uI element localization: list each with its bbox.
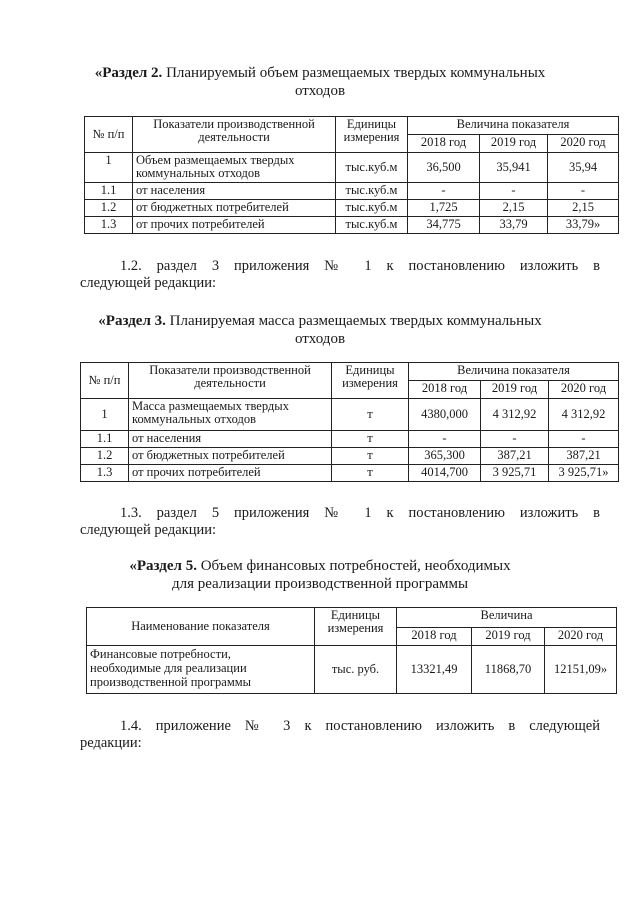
section-2-heading: [0, 64, 640, 100]
header-year-2020: 2020 год: [549, 381, 619, 399]
table-row: 1 Масса размещаемых твердых коммунальных отходов т 4380,000 4 312,92 4 312,92: [81, 399, 619, 431]
table-row: 1.1 от населения тыс.куб.м - - -: [85, 183, 619, 200]
section-5-heading: [0, 557, 640, 593]
header-value: Величина показателя: [408, 117, 619, 135]
header-indicator: Показатели производственной деятельности: [133, 117, 336, 153]
section-5-title: Объем финансовых потребностей, необходимых: [196, 558, 511, 574]
header-year-2019: 2019 год: [472, 628, 545, 646]
table-row: 1.3 от прочих потребителей т 4014,700 3 925,71 3 925,71»: [81, 465, 619, 482]
header-num: № п/п: [85, 117, 133, 153]
table-row: 1.2 от бюджетных потребителей тыс.куб.м 1,725 2,15 2,15: [85, 200, 619, 217]
header-value: Величина показателя: [409, 363, 619, 381]
row-name: Объем размещаемых твердых коммунальных отходов: [133, 153, 336, 183]
header-year-2018: 2018 год: [408, 135, 480, 153]
section-3-title-line2: отходов: [294, 331, 346, 347]
section-5-table: [86, 607, 617, 694]
table-row: 1.1 от населения т - - -: [81, 431, 619, 448]
paragraph-1-2: 1.2. раздел 3 приложения № 1 к постановлению изложить в следующей редакции:: [80, 258, 600, 291]
header-indicator: Показатели производственной деятельности: [129, 363, 332, 399]
row-name: Масса размещаемых твердых коммунальных отходов: [129, 399, 332, 431]
section-2-table: [84, 116, 619, 234]
section-5-label: «Раздел 5.: [129, 558, 197, 574]
section-3-label: «Раздел 3.: [98, 313, 166, 329]
paragraph-1-4: 1.4. приложение № 3 к постановлению изложить в следующей редакции:: [80, 718, 600, 751]
section-2-label: «Раздел 2.: [94, 65, 163, 81]
section-3-table: [80, 362, 619, 482]
section-3-heading: [0, 312, 640, 348]
header-year-2018: 2018 год: [397, 628, 472, 646]
table-row: 1.3 от прочих потребителей тыс.куб.м 34,775 33,79 33,79»: [85, 217, 619, 234]
header-unit: Единицы измерения: [332, 363, 409, 399]
section-2-title-line2: отходов: [294, 83, 346, 99]
header-year-2018: 2018 год: [409, 381, 481, 399]
header-unit: Единицы измерения: [315, 608, 397, 646]
row-name: Финансовые потребности, необходимые для реализации производственной программы: [87, 646, 315, 694]
header-name: Наименование показателя: [87, 608, 315, 646]
table-row: 1.2 от бюджетных потребителей т 365,300 387,21 387,21: [81, 448, 619, 465]
table-row: Финансовые потребности, необходимые для реализации производственной программы тыс. руб. 13321,49 11868,70 12151,09»: [87, 646, 617, 694]
header-unit: Единицы измерения: [336, 117, 408, 153]
header-year-2019: 2019 год: [481, 381, 549, 399]
section-2-title: Планируемый объем размещаемых твердых коммунальных: [162, 65, 546, 81]
table-row: 1 Объем размещаемых твердых коммунальных отходов тыс.куб.м 36,500 35,941 35,94: [85, 153, 619, 183]
header-value: Величина: [397, 608, 617, 628]
header-year-2019: 2019 год: [480, 135, 548, 153]
header-num: № п/п: [81, 363, 129, 399]
section-5-title-line2: для реализации производственной программы: [171, 576, 469, 592]
section-3-title: Планируемая масса размещаемых твердых коммунальных: [165, 313, 542, 329]
header-year-2020: 2020 год: [545, 628, 617, 646]
header-year-2020: 2020 год: [548, 135, 619, 153]
paragraph-1-3: 1.3. раздел 5 приложения № 1 к постановлению изложить в следующей редакции:: [80, 505, 600, 538]
